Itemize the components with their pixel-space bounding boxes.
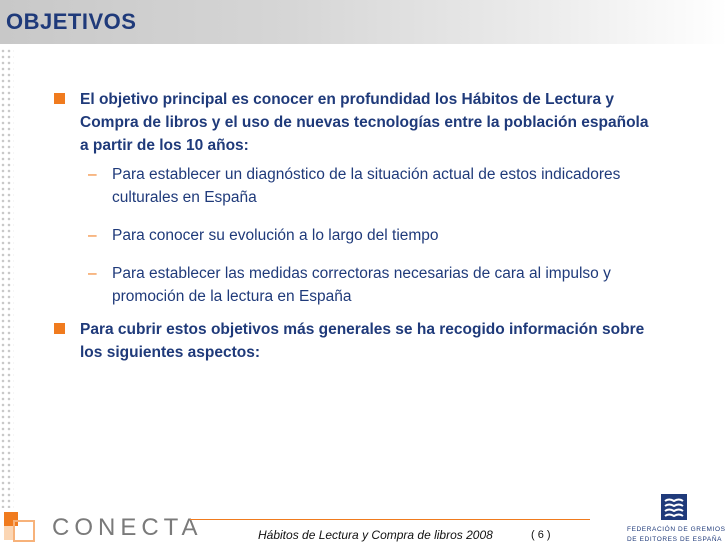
sub-bullet-list [54, 163, 654, 308]
sub-bullet-diagnostic [54, 163, 654, 209]
orange-square-bullet-icon [54, 323, 65, 334]
dash-bullet-icon: – [88, 265, 97, 282]
bullet-main-objective [54, 88, 654, 157]
orange-square-bullet-icon [54, 93, 65, 104]
sub-bullet-text: Para establecer las medidas correctoras necesarias de cara al impulso y promoción de la lectura en España [112, 265, 611, 305]
sub-bullet-text: Para establecer un diagnóstico de la situación actual de estos indicadores culturales en España [112, 166, 621, 206]
bullet-information-collected [54, 318, 654, 364]
conecta-logo-text: CONECTA [52, 514, 203, 541]
sub-bullet-text: Para conocer su evolución a lo largo del tiempo [112, 227, 439, 244]
dash-bullet-icon: – [88, 166, 97, 183]
slide-content [54, 88, 654, 364]
conecta-logo-squares-icon [4, 512, 44, 546]
fge-book-waves-icon [661, 494, 687, 520]
bullet-text: El objetivo principal es conocer en profundidad los Hábitos de Lectura y Compra de libros y el uso de nuevas tecnologías entre la población española a partir de los 10 años: [80, 91, 649, 154]
page-number: ( 6 ) [531, 529, 551, 541]
decorative-dot-pattern [0, 48, 14, 508]
sub-bullet-evolution [54, 224, 654, 247]
footer-document-title: Hábitos de Lectura y Compra de libros 2008 [258, 528, 493, 542]
org-name-line2: DE EDITORES DE ESPAÑA [627, 536, 723, 543]
title-bar [0, 0, 728, 44]
dash-bullet-icon: – [88, 227, 97, 244]
sub-bullet-measures [54, 262, 654, 308]
slide-title: OBJETIVOS [6, 9, 137, 34]
bullet-text: Para cubrir estos objetivos más generales se ha recogido información sobre los siguientes aspectos: [80, 321, 645, 361]
org-name-line1: FEDERACIÓN DE GREMIOS [627, 526, 726, 533]
footer-divider [190, 519, 590, 520]
